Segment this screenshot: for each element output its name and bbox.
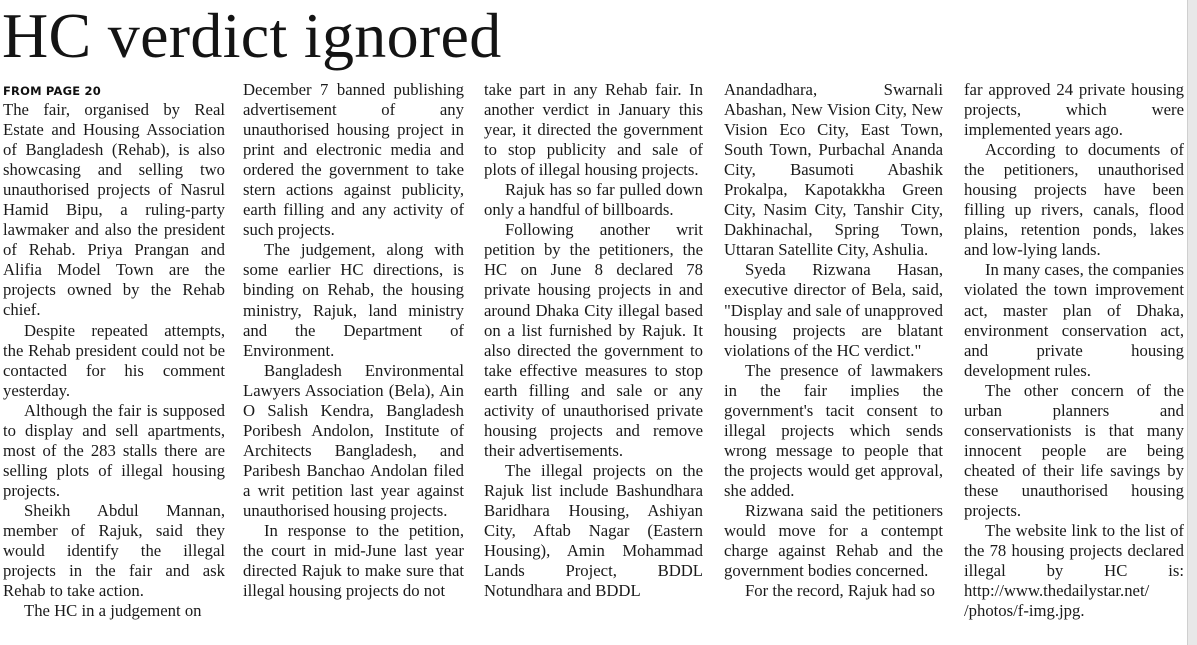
paragraph: Syeda Rizwana Hasan, executive director of Bela, said, "Display and sale of unapproved housing projects are blatant violations of the HC verdict." [724,260,943,360]
paragraph: According to documents of the petitioners, unauthorised housing projects have been filling up rivers, canals, flood plains, retention ponds, lakes and low-lying lands. [964,140,1184,260]
paragraph: Despite repeated attempts, the Rehab president could not be contacted for his comment yesterday. [3,320,225,400]
paragraph: The judgement, along with some earlier HC directions, is binding on Rehab, the housing ministry, Rajuk, land ministry and the Department of Environment. [243,240,464,360]
paragraph: Sheikh Abdul Mannan, member of Rajuk, said they would identify the illegal projects in the fair and ask Rehab to take action. [3,500,225,601]
paragraph: Anandadhara, Swarnali Abashan, New Vision City, New Vision Eco City, East Town, South Town, Purbachal Ananda City, Basumoti Abashik Prokalpa, Kapotakkha Green City, Nasim City, Tanshir City, Dakhinachal, Spring Town, Uttaran Satellite City, Ashulia. [724,80,943,260]
article-column-2 [243,80,464,601]
paragraph: In many cases, the companies violated the town improvement act, master plan of Dhaka, environment conservation act, and private housing development rules. [964,260,1184,380]
paragraph: Although the fair is supposed to display and sell apartments, most of the 283 stalls there are selling plots of illegal housing projects. [3,400,225,500]
article-column-4 [724,80,943,601]
article-column-1 [3,80,225,621]
paragraph: The HC in a judgement on [24,601,202,621]
page-edge-divider [1187,0,1197,645]
paragraph: December 7 banned publishing advertisement of any unauthorised housing project in print and electronic media and ordered the government to take stern actions against publicity, earth filling and any activity of such projects. [243,80,464,240]
paragraph: For the record, Rajuk had so [745,581,936,601]
paragraph: far approved 24 private housing projects, which were implemented years ago. [964,80,1184,140]
paragraph: Rajuk has so far pulled down only a handful of billboards. [484,180,703,220]
paragraph: The fair, organised by Real Estate and Housing Association of Bangladesh (Rehab), is also showcasing and selling two unauthorised projects of Nasrul Hamid Bipu, a ruling-party lawmaker and also the president of Rehab. Priya Prangan and Alifia Model Town are the projects owned by the Rehab chief. [3,100,225,320]
kicker: FROM PAGE 20 [3,84,101,98]
paragraph: take part in any Rehab fair. In another verdict in January this year, it directed the government to stop publicity and sale of plots of illegal housing projects. [484,80,703,180]
paragraph: The illegal projects on the Rajuk list include Bashundhara Baridhara Housing, Ashiyan City, Aftab Nagar (Eastern Housing), Amin Mohammad Lands Project, BDDL Notundhara and BDDL [484,460,703,601]
article-column-5 [964,80,1184,621]
paragraph: Bangladesh Environmental Lawyers Association (Bela), Ain O Salish Kendra, Bangladesh Poribesh Andolon, Institute of Architects Bangladesh, and Paribesh Banchao Andolan filed a writ petition last year against unauthorised housing projects. [243,360,464,520]
article-column-3 [484,80,703,601]
paragraph: In response to the petition, the court in mid-June last year directed Rajuk to make sure that illegal housing projects do not [243,521,464,601]
paragraph: The presence of lawmakers in the fair implies the government's tacit consent to illegal projects which sends wrong message to people that the projects would get approval, she added. [724,360,943,500]
paragraph: The website link to the list of the 78 housing projects declared illegal by HC is: http://www.thedailystar.net/ /photos/f-img.jpg. [964,521,1184,621]
headline: HC verdict ignored [2,0,502,71]
paragraph: Following another writ petition by the petitioners, the HC on June 8 declared 78 private housing projects in and around Dhaka City illegal based on a list furnished by Rajuk. It also directed the government to take effective measures to stop earth filling and sale or any activity of unauthorised private housing projects and remove their advertisements. [484,220,703,460]
paragraph: Rizwana said the petitioners would move for a contempt charge against Rehab and the government bodies concerned. [724,500,943,581]
paragraph: The other concern of the urban planners and conservationists is that many innocent people are being cheated of their life savings by these unauthorised housing projects. [964,380,1184,520]
